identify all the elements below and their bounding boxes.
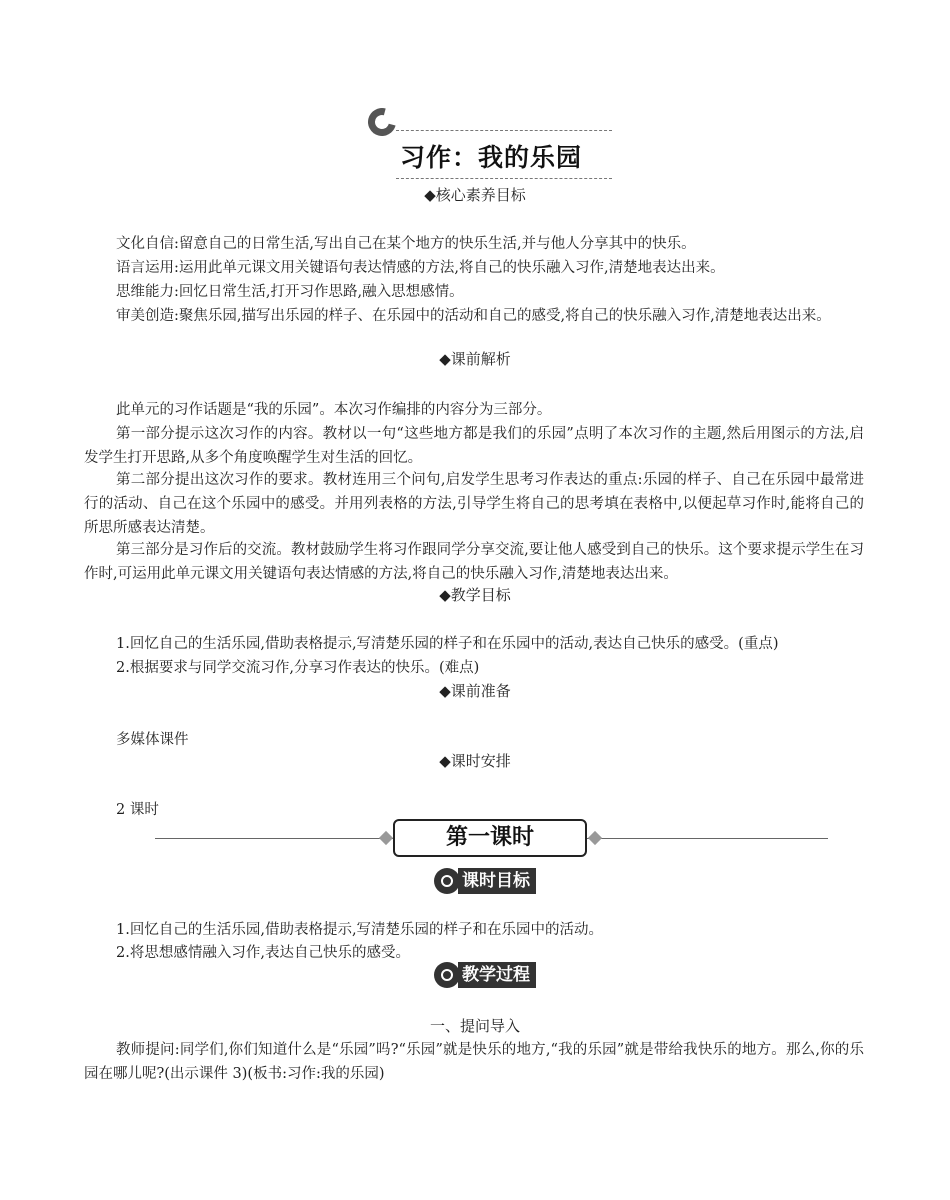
title-block [368, 108, 618, 183]
teaching-goal-item: 1.回忆自己的生活乐园,借助表格提示,写清楚乐园的样子和在乐园中的活动,表达自己快乐的感受。(重点) [116, 636, 779, 652]
analysis-paragraph: 此单元的习作话题是“我的乐园”。本次习作编排的内容分为三部分。 [116, 402, 552, 418]
heading-teaching-goals: ◆教学目标 [439, 586, 511, 604]
title-divider-bottom [396, 178, 612, 179]
analysis-paragraph: 第二部分提出这次习作的要求。教材连用三个问句,启发学生思考习作表达的重点:乐园的样子、自己在乐园中最常进行的活动、自己在这个乐园中的感受。并用列表格的方法,引导学生将自己的思考填在表格中,以便起草习作时,能将自己的所思所感表达清楚。 [84, 472, 864, 536]
teaching-process-tag [434, 962, 536, 988]
banner-rule-left [155, 838, 393, 839]
core-goal-item: 思维能力:回忆日常生活,打开习作思路,融入思想感情。 [116, 284, 464, 300]
page-title: 习作：我的乐园 [400, 143, 583, 172]
lesson-goals-label: 课时目标 [458, 868, 536, 894]
core-goal-item: 语言运用:运用此单元课文用关键语句表达情感的方法,将自己的快乐融入习作,清楚地表达出来。 [116, 260, 725, 276]
analysis-paragraph: 第一部分提示这次习作的内容。教材以一句“这些地方都是我们的乐园”点明了本次习作的主题,然后用图示的方法,启发学生打开思路,从多个角度唤醒学生对生活的回忆。 [84, 426, 864, 466]
lesson-banner: 第一课时 [393, 819, 587, 857]
step-title: 一、提问导入 [429, 1017, 520, 1035]
step-paragraph: 教师提问:同学们,你们知道什么是“乐园”吗?“乐园”就是快乐的地方,“我的乐园”就是带给我快乐的地方。那么,你的乐园在哪儿呢?(出示课件 3)(板书:习作:我的乐园) [84, 1042, 864, 1082]
target-icon [434, 962, 460, 988]
title-divider-top [396, 130, 612, 131]
preparation-text: 多媒体课件 [116, 732, 189, 748]
heading-preparation: ◆课前准备 [439, 682, 511, 700]
target-icon [434, 868, 460, 894]
heading-pre-analysis: ◆课前解析 [439, 350, 511, 368]
core-goal-item: 审美创造:聚焦乐园,描写出乐园的样子、在乐园中的活动和自己的感受,将自己的快乐融入习作,清楚地表达出来。 [116, 308, 831, 324]
teaching-goal-item: 2.根据要求与同学交流习作,分享习作表达的快乐。(难点) [116, 660, 480, 676]
analysis-paragraph: 第三部分是习作后的交流。教材鼓励学生将习作跟同学分享交流,要让他人感受到自己的快乐。这个要求提示学生在习作时,可运用此单元课文用关键语句表达情感的方法,将自己的快乐融入习作,清楚地表达出来。 [84, 542, 864, 582]
lesson-goal-item: 2.将思想感情融入习作,表达自己快乐的感受。 [116, 945, 410, 961]
lesson-goals-tag [434, 868, 536, 894]
title-ring-icon [363, 103, 401, 141]
heading-core-goals: ◆核心素养目标 [424, 186, 526, 204]
lesson-goal-item: 1.回忆自己的生活乐园,借助表格提示,写清楚乐园的样子和在乐园中的活动。 [116, 922, 604, 938]
core-goal-item: 文化自信:留意自己的日常生活,写出自己在某个地方的快乐生活,并与他人分享其中的快乐。 [116, 236, 696, 252]
schedule-text: 2 课时 [116, 802, 159, 818]
banner-ornament-right [588, 831, 602, 845]
banner-rule-right [587, 838, 828, 839]
teaching-process-label: 教学过程 [458, 962, 536, 988]
heading-schedule: ◆课时安排 [439, 752, 511, 770]
banner-ornament-left [379, 831, 393, 845]
